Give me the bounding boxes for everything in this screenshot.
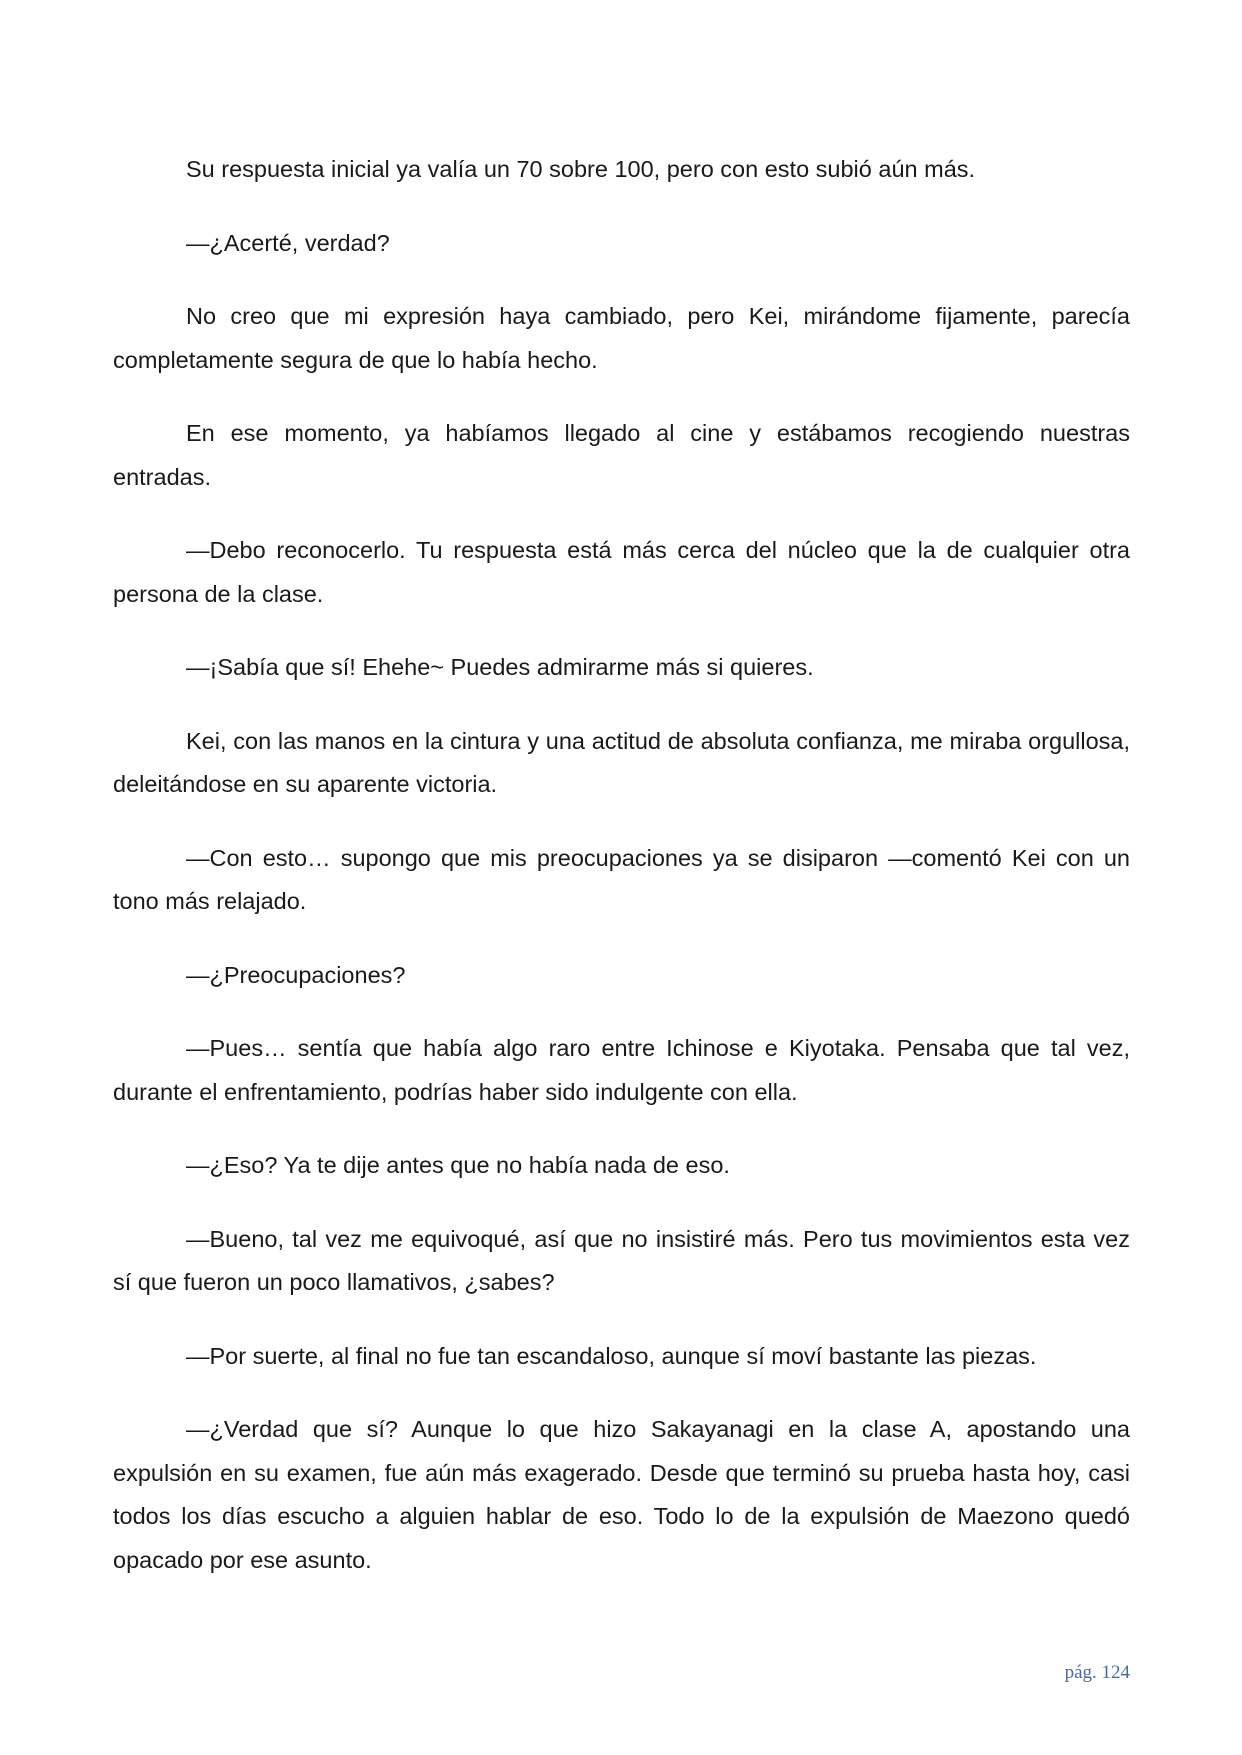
paragraph-14: —¿Verdad que sí? Aunque lo que hizo Sakayanagi en la clase A, apostando una expulsión en su examen, fue aún más exagerado. Desde que terminó su prueba hasta hoy, casi todos los días escucho a alguien hablar de eso. Todo lo de la expulsión de Maezono quedó opacado por ese asunto.	[113, 1416, 1130, 1573]
paragraph-8: —Con esto… supongo que mis preocupaciones ya se disiparon —comentó Kei con un tono más relajado.	[113, 844, 1130, 914]
paragraph-11: —¿Eso? Ya te dije antes que no había nada de eso.	[186, 1152, 730, 1178]
page-number: pág. 124	[1064, 1662, 1130, 1683]
paragraph-1: Su respuesta inicial ya valía un 70 sobre 100, pero con esto subió aún más.	[186, 156, 976, 182]
paragraph-12: —Bueno, tal vez me equivoqué, así que no insistiré más. Pero tus movimientos esta vez sí que fueron un poco llamativos, ¿sabes?	[113, 1225, 1130, 1295]
paragraph-10: —Pues… sentía que había algo raro entre Ichinose e Kiyotaka. Pensaba que tal vez, durante el enfrentamiento, podrías haber sido indulgente con ella.	[113, 1035, 1130, 1105]
paragraph-4: En ese momento, ya habíamos llegado al cine y estábamos recogiendo nuestras entradas.	[113, 420, 1130, 490]
paragraph-6: —¡Sabía que sí! Ehehe~ Puedes admirarme más si quieres.	[186, 654, 814, 680]
paragraph-2: —¿Acerté, verdad?	[186, 229, 390, 256]
body-text	[113, 148, 1130, 1612]
paragraph-3: No creo que mi expresión haya cambiado, pero Kei, mirándome fijamente, parecía completamente segura de que lo había hecho.	[113, 303, 1130, 373]
paragraph-5: —Debo reconocerlo. Tu respuesta está más cerca del núcleo que la de cualquier otra persona de la clase.	[113, 537, 1130, 607]
paragraph-7: Kei, con las manos en la cintura y una actitud de absoluta confianza, me miraba orgullosa, deleitándose en su aparente victoria.	[113, 727, 1130, 797]
paragraph-9: —¿Preocupaciones?	[186, 961, 406, 988]
paragraph-13: —Por suerte, al final no fue tan escandaloso, aunque sí moví bastante las piezas.	[186, 1342, 1037, 1369]
